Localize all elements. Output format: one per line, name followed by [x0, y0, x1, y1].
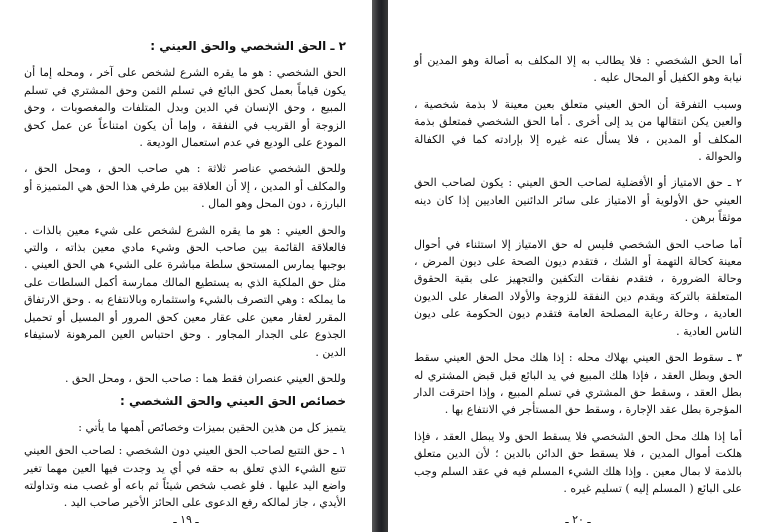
- paragraph-personal-right-elements: وللحق الشخصي عناصر ثلاثة : هي صاحب الحق ، ومحل الحق ، والمكلف أو المدين ، إلا أن العلاقة بين طرفي هذا الحق هي المتميزة أو البارزة ، دون المحل وهو المال .: [24, 162, 346, 211]
- page-number: ـ ٢٠ ـ: [565, 513, 591, 526]
- paragraph-real-right-elements: وللحق العيني عنصران فقط هما : صاحب الحق ، ومحل الحق .: [64, 371, 346, 385]
- paragraph-personal-priority-exceptions: أما صاحب الحق الشخصي فليس له حق الامتياز إلا استثناء في أحوال معينة كحالة التهمة أو الشك ، فتقدم ديون الصحة على ديون المرض ، وحالة الضرورة ، فتقدم نفقات التكفين والتجهيز على بقية الحقوق المتعلقة بالتركة ويقدم دين النفقة للزوجة والأولاد الصغار على الديون العادية ، وحالة رعاية المصلحة العامة فتقدم ديون الحكومة على ديون الناس العادية .: [414, 237, 742, 338]
- paragraph-characteristics-intro: يتميز كل من هذين الحقين بميزات وخصائص أهمها ما يأتي :: [78, 420, 346, 434]
- paragraph-right-of-pursuit: ١ ـ حق التتبع لصاحب الحق العيني دون الشخصي : لصاحب الحق العيني تتبع الشيء الذي تعلق به حقه في أي يد وجدت فيها العين مهما تغير واضع اليد عليها . فلو غصب شخص شيئاً ثم باعه أو غصب منه وتداولته الأيدي ، جاز لمالكه رفع الدعوى على الحائز الأخير صاحب اليد .: [24, 444, 346, 510]
- page-19-text: [24, 38, 346, 521]
- page-19: [0, 0, 372, 532]
- page-20-text: [414, 52, 742, 506]
- paragraph-distinction-reason: وسبب التفرقة أن الحق العيني متعلق بعين معينة لا بذمة شخصية ، والعين يكن انتقالها من يد إلى أخرى . أما الحق الشخصي فمتعلق بذمة المكلف أو المدين ، فلا يسأل عنه غيره إلا بإرادته كما في الكفالة والحوالة .: [414, 97, 742, 164]
- paragraph-personal-right-claim: أما الحق الشخصي : فلا يطالب به إلا المكلف به أصالة وهو المدين أو نيابة وهو الكفيل أو المحال عليه .: [414, 54, 742, 85]
- paragraph-personal-right-survives: أما إذا هلك محل الحق الشخصي فلا يسقط الحق ولا يبطل العقد ، فإذا هلكت أموال المدين ، فلا يسقط حق الدائن بالدين ؛ لأن الدين متعلق بالذمة لا بمال معين . وإذا هلك الشيء المسلم فيه في عقد السلم وجب على البائع ( المسلم إليه ) تسليم غيره .: [414, 429, 742, 495]
- section-heading-characteristics: خصائص الحق العيني والحق الشخصي :: [120, 394, 346, 409]
- page-20: [388, 0, 768, 532]
- book-gutter: [372, 0, 388, 532]
- paragraph-personal-right: الحق الشخصي : هو ما يقره الشرع لشخص على آخر ، ومحله إما أن يكون قياماً بعمل كحق البائع في تسلم الثمن وحق المشتري في تسلم المبيع ، وحق الإنسان في الدين وبدل المتلفات والمغصوبات ، وحق الزوجة أو القريب في النفقة ، وإما أن يكون امتناعاً عن عمل كحق المودع على الوديع في عدم استعمال الوديعة .: [24, 66, 346, 150]
- paragraph-real-right: والحق العيني : هو ما يقره الشرع لشخص على شيء معين بالذات . فالعلاقة القائمة بين صاحب الحق وشيء مادي معين بذاته ، والتي بوجبها يمارس المستحق سلطة مباشرة على الشيء هي الحق العيني . مثل حق الملكية الذي به يستطيع المالك ممارسة أكمل السلطات على ما يملكه : وهي التصرف بالشيء واستثماره وبالانتفاع به . وحق الارتفاق المقرر لعقار معين على عقار معين كحق المرور أو المسيل أو تحميل الجذوع على الجدار المجاور . وحق احتباس العين المرهونة لاستيفاء الدين .: [24, 223, 346, 359]
- section-heading-personal-and-real-right: ٢ ـ الحق الشخصي والحق العيني :: [150, 39, 346, 53]
- paragraph-real-right-lapse: ٣ ـ سقوط الحق العيني بهلاك محله : إذا هلك محل الحق العيني سقط الحق وبطل العقد ، فإذا هلك المبيع في يد البائع قبل قبض المشتري له بطل العقد ، وسقط حق المشتري في تسلم المبيع ، وإذا احترقت الدار المؤجرة بطل عقد الإجارة ، وسقط حق المستأجر في الانتفاع بها .: [414, 351, 742, 417]
- page-number: ـ ١٩ ـ: [173, 513, 199, 526]
- paragraph-right-of-priority: ٢ ـ حق الامتياز أو الأفضلية لصاحب الحق العيني : يكون لصاحب الحق العيني حق الأولوية أو الامتياز على سائر الدائنين العاديين إذا كان دينه موثقاً برهن .: [414, 176, 742, 225]
